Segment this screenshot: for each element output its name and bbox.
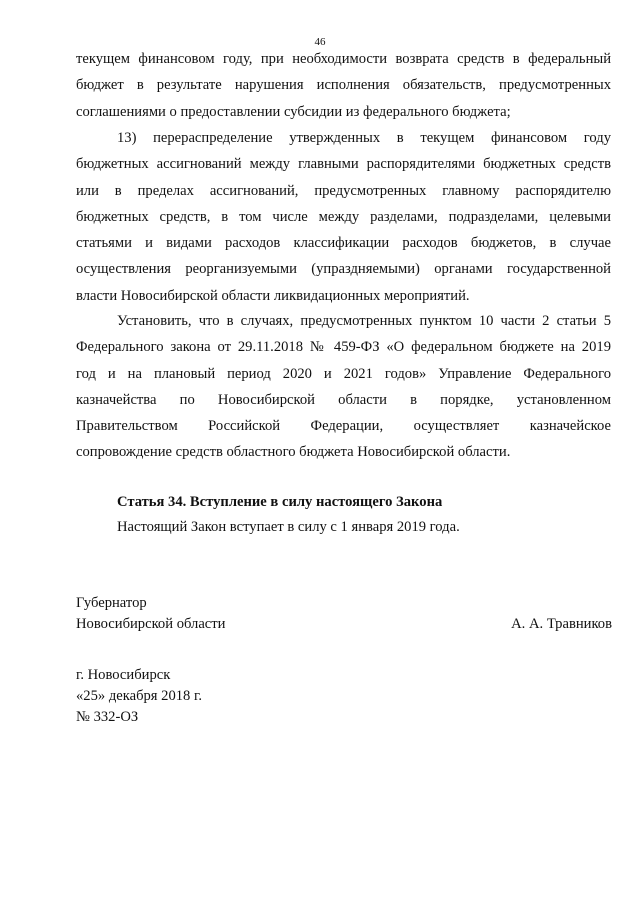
place-date-block bbox=[76, 665, 202, 728]
signature-name: А. А. Травников bbox=[511, 616, 612, 632]
text-line: соглашениями о предоставлении субсидии из федерального бюджета; bbox=[76, 103, 511, 120]
item-13-paragraph bbox=[76, 125, 611, 309]
signature-title bbox=[76, 593, 225, 635]
city: г. Новосибирск bbox=[76, 667, 171, 683]
text-line: год и на плановый период 2020 и 2021 годов» Управление Федерального bbox=[76, 365, 611, 382]
article-heading: Статья 34. Вступление в силу настоящего Закона bbox=[117, 494, 443, 510]
text-line: бюджет в результате нарушения исполнения обязательств, предусмотренных bbox=[76, 77, 611, 94]
text-line: или в пределах ассигнований, предусмотренных главному распорядителю bbox=[76, 182, 611, 199]
page-number: 46 bbox=[314, 36, 326, 48]
text-line: казначейства по Новосибирской области в порядке, установленном bbox=[76, 391, 611, 408]
date: «25» декабря 2018 г. bbox=[76, 688, 202, 704]
text-line: текущем финансовом году, при необходимости возврата средств в федеральный bbox=[76, 51, 611, 67]
text-line: Федерального закона от 29.11.2018 № 459-ФЗ «О федеральном бюджете на 2019 bbox=[76, 339, 611, 356]
text-line: осуществления реорганизуемыми (упраздняемыми) органами государственной bbox=[76, 261, 611, 278]
text-line: сопровождение средств областного бюджета Новосибирской области. bbox=[76, 444, 511, 461]
text-line: бюджетных средств, в том числе между разделами, подразделами, целевыми bbox=[76, 208, 611, 225]
text-line: власти Новосибирской области ликвидационных мероприятий. bbox=[76, 287, 470, 304]
text-line: статьями и видами расходов классификации расходов бюджетов, в случае bbox=[76, 235, 611, 252]
paragraph-continuation bbox=[76, 46, 611, 125]
text-line: 13) перераспределение утвержденных в текущем финансовом году bbox=[117, 130, 611, 146]
signature-title-line: Губернатор bbox=[76, 595, 147, 611]
signature-title-line: Новосибирской области bbox=[76, 616, 226, 632]
law-number: № 332-ОЗ bbox=[76, 709, 139, 725]
establish-paragraph bbox=[76, 308, 611, 466]
text-line: Правительством Российской Федерации, осуществляет казначейское bbox=[76, 418, 611, 435]
article-body: Настоящий Закон вступает в силу с 1 января 2019 года. bbox=[117, 519, 460, 535]
text-line: бюджетных ассигнований между главными распорядителями бюджетных средств bbox=[76, 156, 611, 173]
text-line: Установить, что в случаях, предусмотренных пунктом 10 части 2 статьи 5 bbox=[117, 313, 611, 329]
